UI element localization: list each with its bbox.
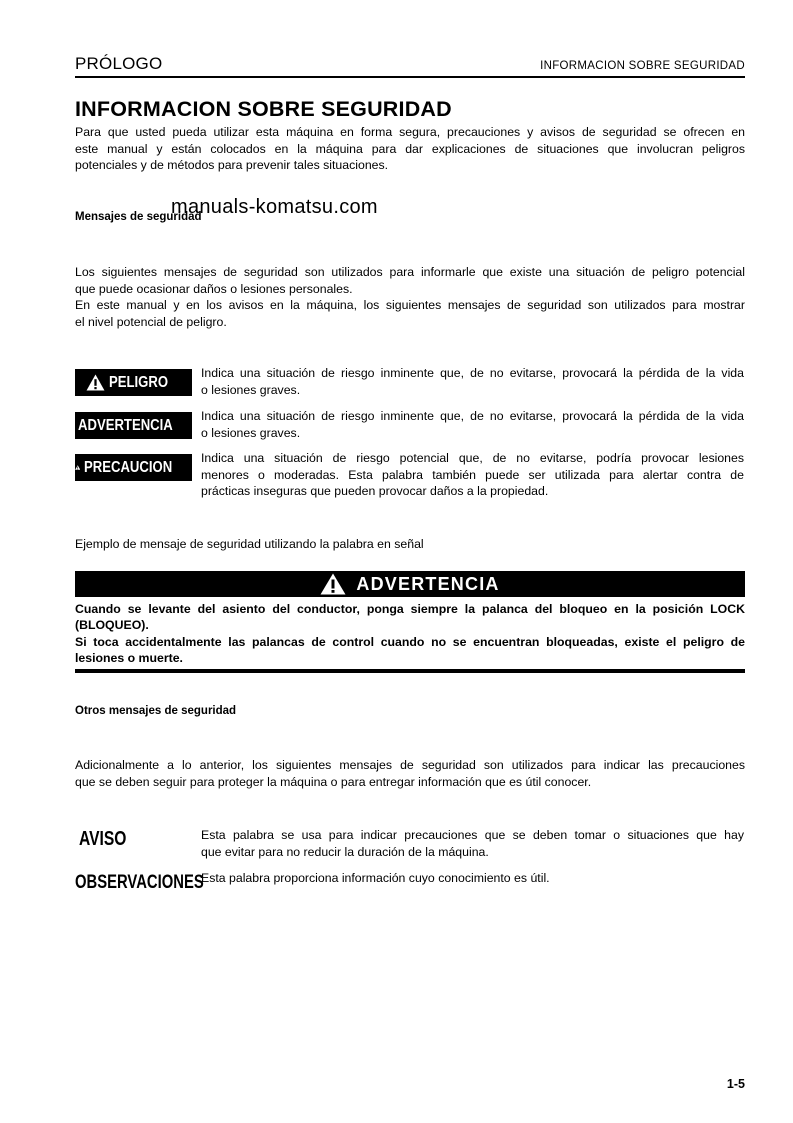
page-title: INFORMACION SOBRE SEGURIDAD	[75, 97, 452, 121]
signal-description-peligro	[201, 365, 744, 398]
paragraph-line: Adicionalmente a lo anterior, los siguientes mensajes de seguridad son utilizados para indicar las precauciones	[75, 758, 745, 772]
description-line: Indica una situación de riesgo potencial que, de no evitarse, podría provocar lesiones	[201, 451, 744, 465]
example-caption: Ejemplo de mensaje de seguridad utilizando la palabra en señal	[75, 537, 424, 551]
paragraph-line: Los siguientes mensajes de seguridad son utilizados para informarle que existe una situación de peligro potencial	[75, 265, 745, 279]
description-line: Esta palabra proporciona información cuyo conocimiento es útil.	[201, 871, 550, 885]
paragraph-line: el nivel potencial de peligro.	[75, 314, 227, 329]
signal-badge-precaucion	[75, 454, 192, 481]
warning-line: (BLOQUEO).	[75, 618, 149, 633]
label-aviso-text: AVISO	[79, 828, 127, 850]
header-divider	[75, 76, 745, 78]
intro-line: Para que usted pueda utilizar esta máquina en forma segura, precauciones y avisos de seguridad se ofrecen en	[75, 125, 745, 139]
paragraph-line: En este manual y en los avisos en la máquina, los siguientes mensajes de seguridad son utilizados para mostrar	[75, 298, 745, 313]
other-messages-paragraph	[75, 757, 745, 790]
watermark-text: manuals-komatsu.com	[171, 196, 378, 218]
section-heading-other-messages: Otros mensajes de seguridad	[75, 705, 237, 717]
description-line: prácticas inseguras que pueden provocar daños a la propiedad.	[201, 484, 549, 499]
description-line: Indica una situación de riesgo inminente que, de no evitarse, provocará la pérdida de la vida	[201, 409, 744, 423]
signal-description-advertencia	[201, 408, 744, 441]
header-chapter-title: INFORMACION SOBRE SEGURIDAD	[540, 60, 745, 72]
label-aviso	[79, 828, 140, 851]
observaciones-description	[201, 870, 744, 887]
description-line: Esta palabra se usa para indicar precauciones que se deben tomar o situaciones que hay	[201, 828, 744, 842]
header-section-title: PRÓLOGO	[75, 54, 163, 73]
paragraph-line: que se deben seguir para proteger la máquina o para entregar información que es útil conocer.	[75, 774, 592, 789]
label-observaciones-text: OBSERVACIONES	[75, 872, 204, 893]
warning-line: Cuando se levante del asiento del conductor, ponga siempre la palanca del bloqueo en la posición LOCK	[75, 602, 745, 616]
safety-messages-paragraph	[75, 264, 745, 330]
warning-box-body	[75, 601, 745, 667]
warning-triangle-icon	[86, 374, 105, 391]
signal-description-precaucion	[201, 450, 744, 500]
signal-badge-label: PRECAUCION	[84, 458, 173, 476]
description-line: que evitar para no reducir la duración de la máquina.	[201, 844, 489, 859]
intro-paragraph	[75, 124, 745, 174]
description-line: o lesiones graves.	[201, 382, 301, 397]
warning-box-bottom-rule	[75, 669, 745, 673]
page-number: 1-5	[726, 1077, 745, 1091]
warning-box-header	[75, 571, 745, 597]
section-heading-safety-messages: Mensajes de seguridad	[75, 211, 202, 223]
warning-triangle-icon	[75, 459, 80, 476]
description-line: Indica una situación de riesgo inminente que, de no evitarse, provocará la pérdida de la vida	[201, 366, 744, 380]
warning-triangle-icon	[320, 573, 346, 595]
warning-line: lesiones o muerte.	[75, 651, 183, 666]
aviso-description	[201, 827, 744, 860]
description-line: o lesiones graves.	[201, 425, 301, 440]
paragraph-line: que puede ocasionar daños o lesiones personales.	[75, 281, 353, 296]
warning-line: Si toca accidentalmente las palancas de control cuando no se encuentran bloqueadas, existe el peligro de	[75, 634, 745, 649]
description-line: menores o moderadas. Esta palabra también puede ser utilizada para alertar contra de	[201, 467, 744, 482]
warning-box-label: ADVERTENCIA	[356, 573, 500, 594]
intro-line: potenciales y de métodos para prevenir tales situaciones.	[75, 158, 389, 173]
signal-badge-advertencia	[75, 412, 192, 439]
intro-line: este manual y están colocados en la máquina para dar explicaciones de situaciones que involucran peligros	[75, 141, 745, 156]
signal-badge-label: PELIGRO	[108, 373, 169, 391]
signal-badge-peligro	[75, 369, 192, 396]
signal-badge-label: ADVERTENCIA	[77, 416, 173, 434]
